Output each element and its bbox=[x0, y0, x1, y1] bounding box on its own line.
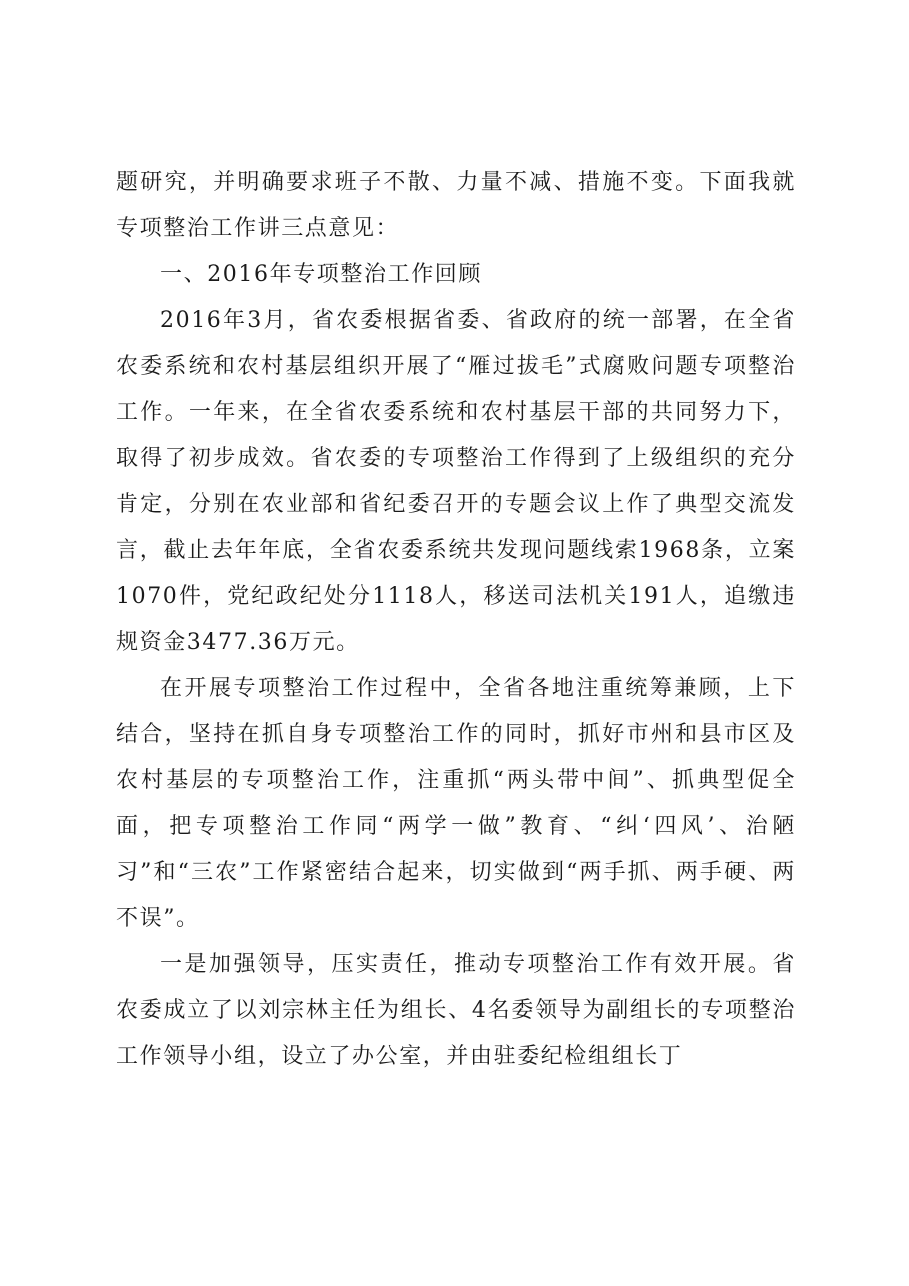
paragraph-continuation: 题研究，并明确要求班子不散、力量不减、措施不变。下面我就专项整治工作讲三点意见： bbox=[116, 170, 796, 241]
paragraph-review-summary: 2016年3月，省农委根据省委、省政府的统一部署，在全省农委系统和农村基层组织开展了“雁过拔毛”式腐败问题专项整治工作。一年来，在全省农委系统和农村基层干部的共同努力下，取得了初步成效。省农委的专项整治工作得到了上级组织的充分肯定，分别在农业部和省纪委召开的专题会议上作了典型交流发言，截止去年年底，全省农委系统共发现问题线索1968条，立案1070件，党纪政纪处分1118人，移送司法机关191人，追缴违规资金3477.36万元。 bbox=[116, 308, 796, 655]
document-body bbox=[116, 160, 796, 1080]
paragraph-leadership: 一是加强领导，压实责任，推动专项整治工作有效开展。省农委成立了以刘宗林主任为组长、4名委领导为副组长的专项整治工作领导小组，设立了办公室，并由驻委纪检组组长丁 bbox=[116, 952, 796, 1069]
paragraph-process: 在开展专项整治工作过程中，全省各地注重统筹兼顾，上下结合，坚持在抓自身专项整治工作的同时，抓好市州和县市区及农村基层的专项整治工作，注重抓“两头带中间”、抓典型促全面，把专项整治工作同“两学一做”教育、“纠‘四风’、治陋习”和“三农”工作紧密结合起来，切实做到“两手抓、两手硬、两不误”。 bbox=[116, 676, 796, 931]
section-heading: 一、2016年专项整治工作回顾 bbox=[160, 262, 482, 287]
